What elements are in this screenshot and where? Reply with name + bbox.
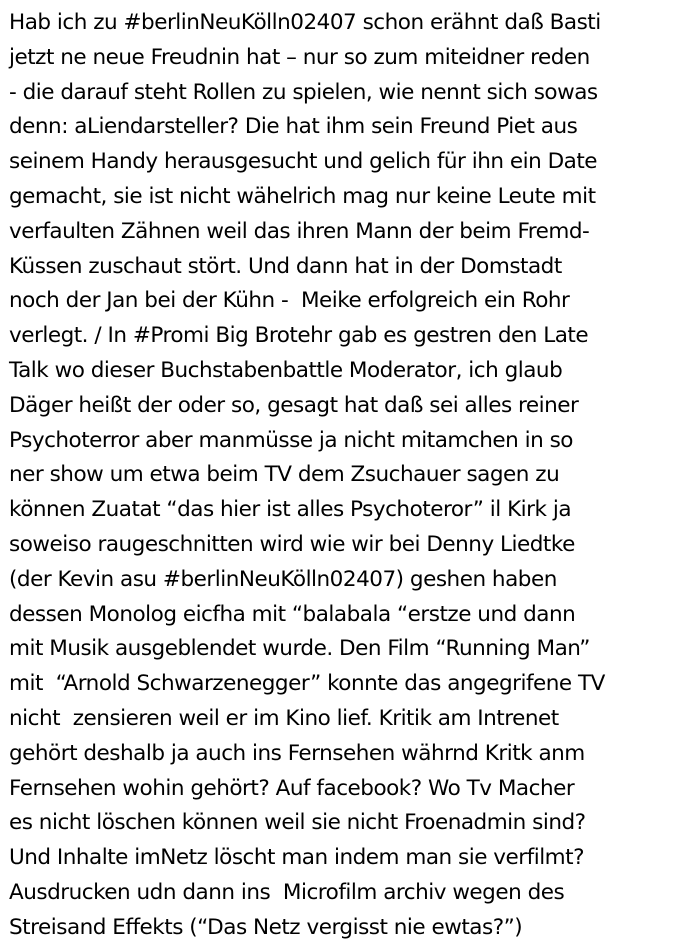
text-line: - die darauf steht Rollen zu spielen, wie nennt sich sowas — [9, 79, 598, 105]
text-line: Fernsehen wohin gehört? Auf facebook? Wo Tv Macher — [9, 775, 575, 801]
text-line: jetzt ne neue Freudnin hat – nur so zum miteidner reden — [9, 44, 590, 70]
text-line: Ausdrucken udn dann ins Microfilm archiv wegen des — [9, 879, 565, 905]
text-line: soweiso raugeschnitten wird wie wir bei Denny Liedtke — [9, 531, 575, 557]
text-line: dessen Monolog eicfha mit “balabala “erstze und dann — [9, 601, 576, 627]
text-line: Talk wo dieser Buchstabenbattle Moderator, ich glaub — [9, 357, 563, 383]
text-line: Psychoterror aber manmüsse ja nicht mitamchen in so — [9, 427, 573, 453]
text-line: es nicht löschen können weil sie nicht Froenadmin sind? — [9, 810, 586, 836]
text-line: (der Kevin asu #berlinNeuKölln02407) geshen haben — [9, 566, 557, 592]
text-line: Hab ich zu #berlinNeuKölln02407 schon erähnt daß Basti — [9, 10, 601, 35]
text-line: mit Musik ausgeblendet wurde. Den Film “Running Man” — [9, 636, 590, 662]
text-line: gehört deshalb ja auch ins Fernsehen währnd Kritk anm — [9, 740, 585, 766]
text-line: Streisand Effekts (“Das Netz vergisst nie ewtas?”) — [9, 914, 523, 940]
text-line: können Zuatat “das hier ist alles Psychoteror” il Kirk ja — [9, 497, 572, 523]
text-line: verfaulten Zähnen weil das ihren Mann der beim Fremd- — [9, 218, 590, 244]
text-line: Däger heißt der oder so, gesagt hat daß sei alles reiner — [9, 392, 579, 418]
text-line: denn: aLiendarsteller? Die hat ihm sein Freund Piet aus — [9, 114, 578, 140]
text-line: Küssen zuschaut stört. Und dann hat in der Domstadt — [9, 253, 562, 279]
text-line: Und Inhalte imNetz löscht man indem man sie verfilmt? — [9, 845, 585, 871]
text-line: verlegt. / In #Promi Big Brotehr gab es gestren den Late — [9, 323, 589, 349]
text-line: gemacht, sie ist nicht wähelrich mag nur keine Leute mit — [9, 183, 596, 209]
text-line: nicht zensieren weil er im Kino lief. Kritik am Intrenet — [9, 705, 559, 731]
text-line: noch der Jan bei der Kühn - Meike erfolgreich ein Rohr — [9, 288, 570, 314]
text-line: ner show um etwa beim TV dem Zsuchauer sagen zu — [9, 462, 560, 488]
text-line: seinem Handy herausgesucht und gelich für ihn ein Date — [9, 149, 598, 175]
body-text — [9, 6, 681, 946]
text-line: mit “Arnold Schwarzenegger” konnte das angegrifene TV — [9, 671, 605, 697]
